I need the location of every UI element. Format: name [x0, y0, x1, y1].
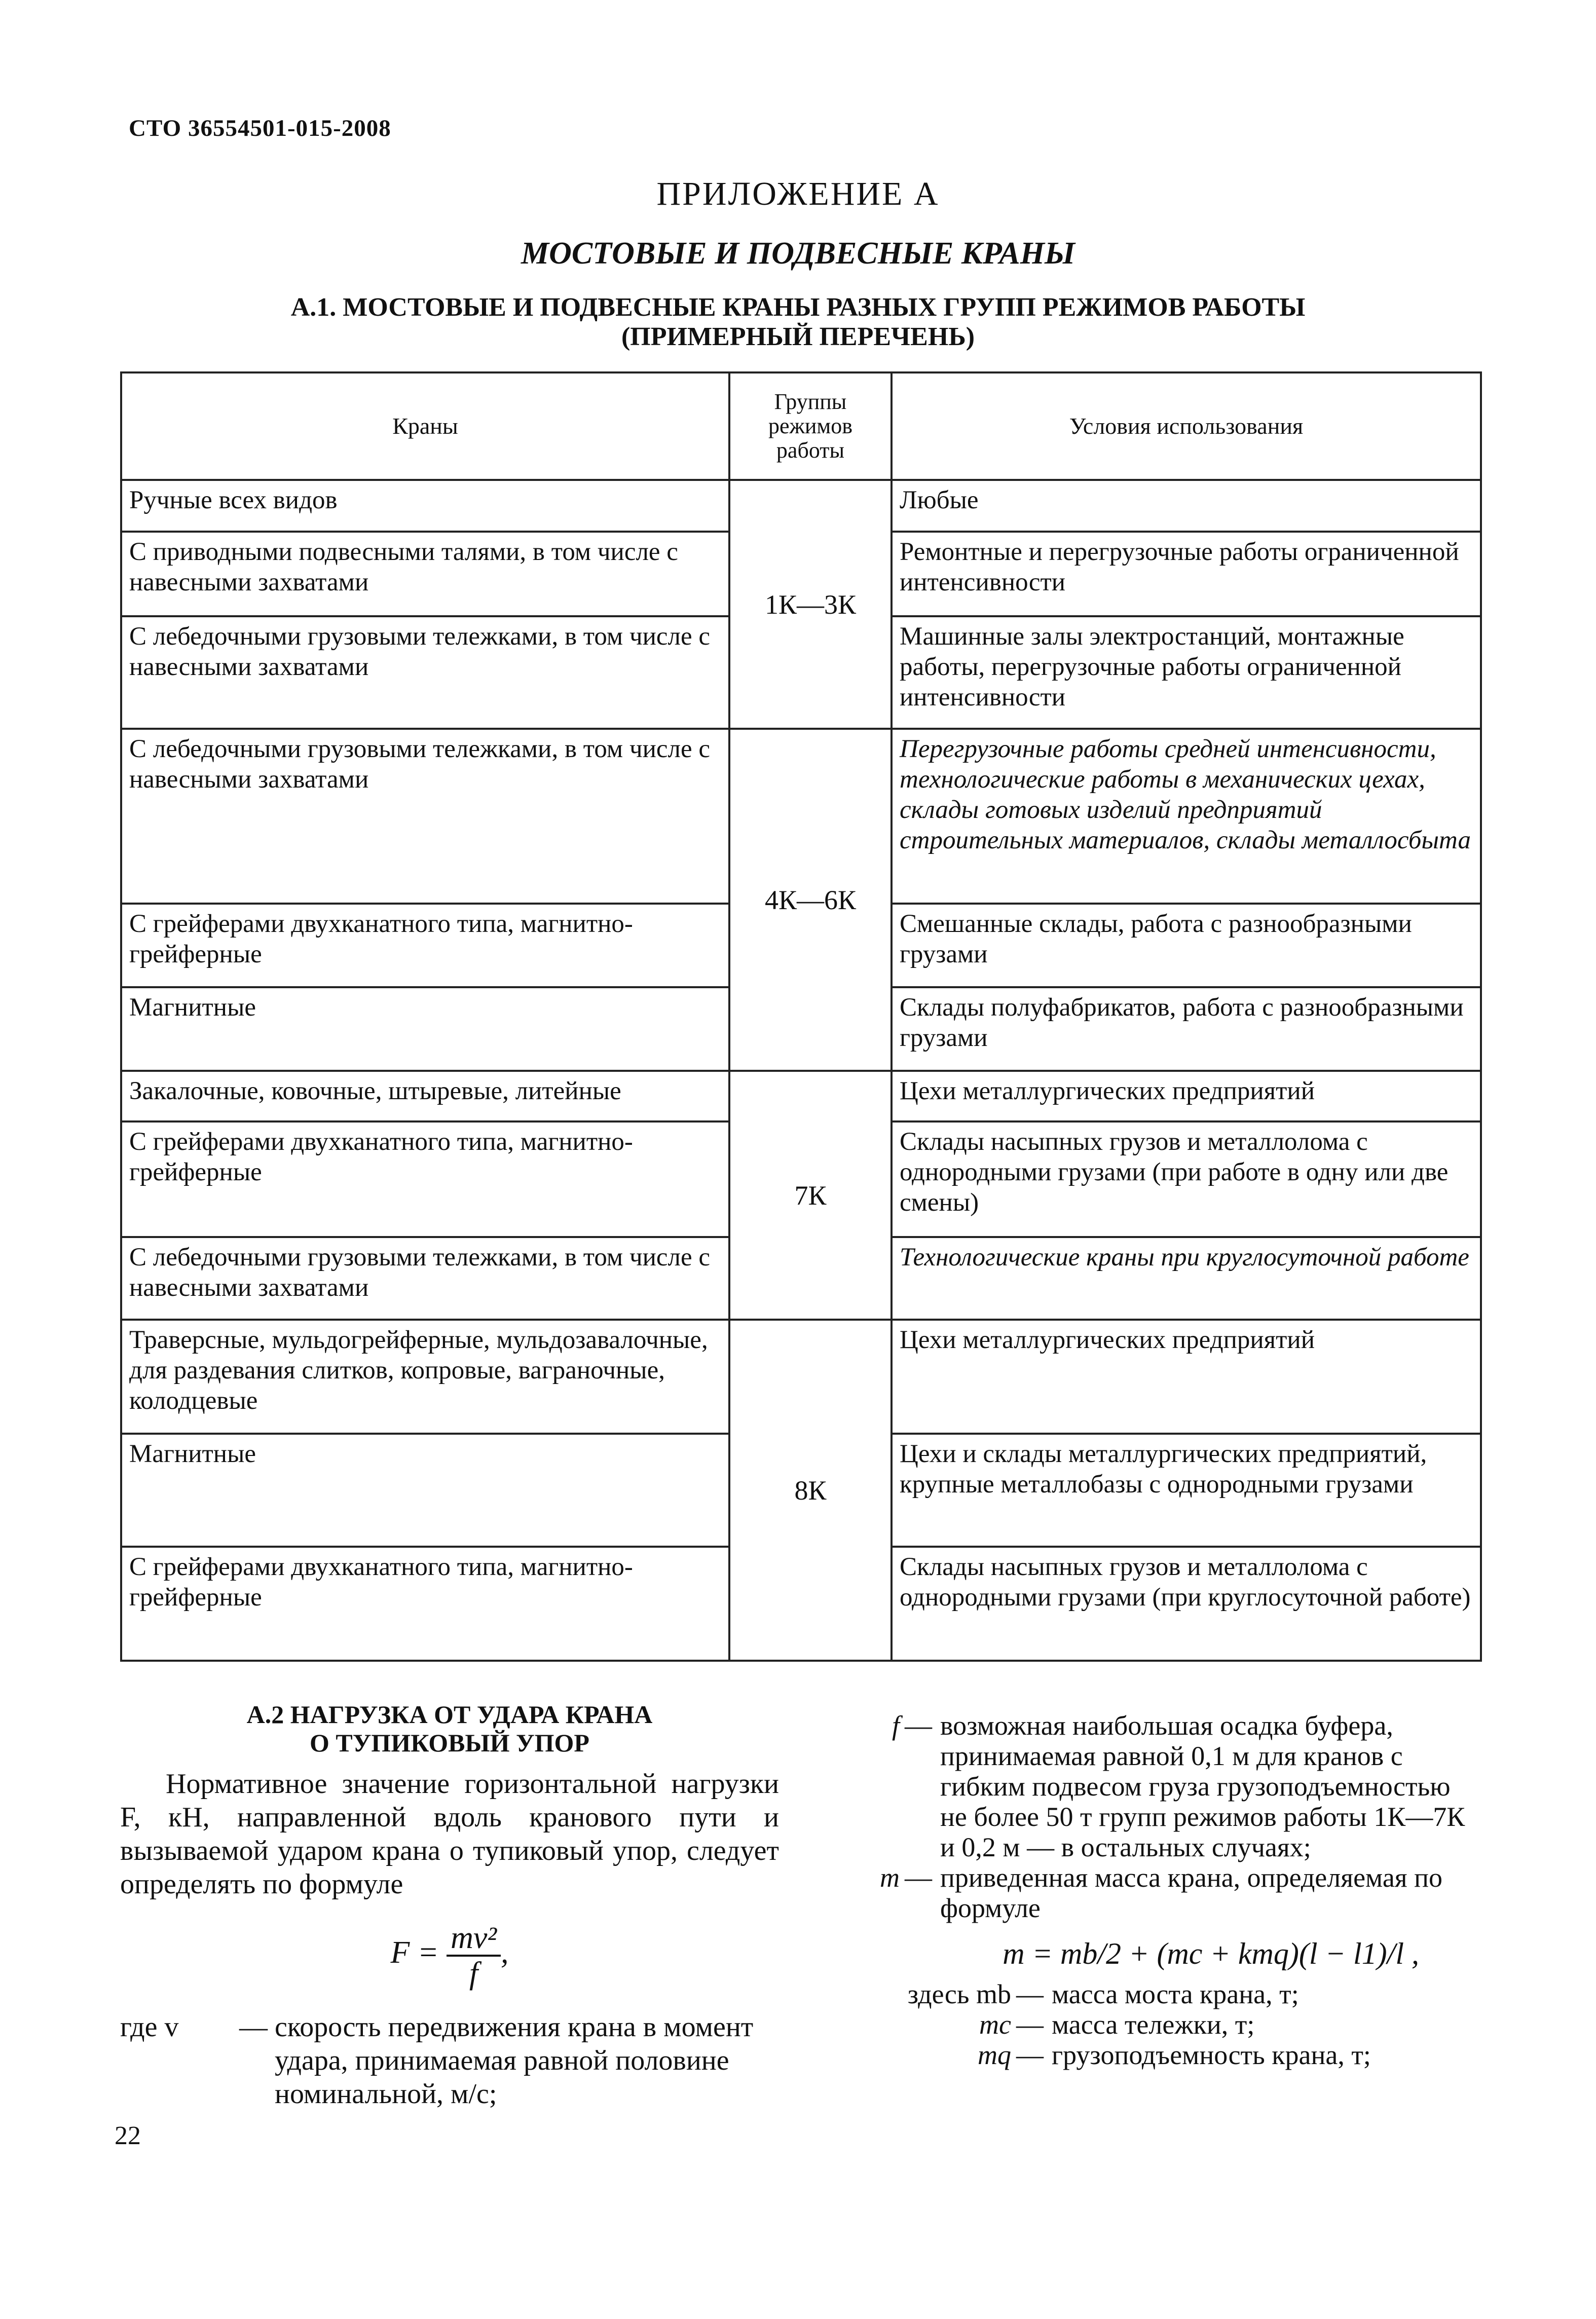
crane-cell: Закалочные, ковочные, штыревые, литейные — [121, 1071, 729, 1121]
section-a2-title-line-2: О ТУПИКОВЫЙ УПОР — [310, 1729, 589, 1757]
formula-fraction — [447, 1921, 501, 1990]
usage-cell: Цехи металлургических предприятий — [892, 1071, 1481, 1121]
crane-cell: С приводными подвесными талями, в том числе с навесными захватами — [121, 532, 729, 616]
definition-m-text: приведенная масса крана, определяемая по формуле — [940, 1862, 1443, 1923]
definition-mb-text: масса моста крана, т; — [1052, 1979, 1299, 2009]
formula-numerator: mv² — [447, 1921, 501, 1957]
document-code: СТО 36554501-015-2008 — [129, 115, 391, 141]
header-cranes: Краны — [121, 372, 729, 480]
crane-cell: С лебедочными грузовыми тележками, в том числе с навесными захватами — [121, 1237, 729, 1320]
section-a2-title — [120, 1700, 779, 1757]
crane-cell: Ручные всех видов — [121, 480, 729, 532]
definition-f: f — возможная наибольшая осадка буфера, принимаемая равной 0,1 м для кранов с гибким подвесом груза грузоподъемностью не более 50 т групп режимов работы 1К—7К и 0,2 м — в остальных случаях; — [844, 1710, 1480, 1862]
definition-mb: здесь mb — масса моста крана, т; — [844, 1979, 1480, 2009]
usage-cell: Склады полуфабрикатов, работа с разнообразными грузами — [892, 987, 1481, 1071]
definition-mc-text: масса тележки, т; — [1052, 2009, 1255, 2040]
header-groups: Группы режимов работы — [729, 372, 892, 480]
group-cell: 4К—6К — [729, 729, 892, 1071]
usage-cell: Цехи металлургических предприятий — [892, 1320, 1481, 1434]
definition-f-text: возможная наибольшая осадка буфера, принимаемая равной 0,1 м для кранов с гибким подвесом груза грузоподъемностью не более 50 т групп режимов работы 1К—7К и 0,2 м — в остальных случаях; — [940, 1710, 1465, 1862]
crane-modes-table — [120, 371, 1482, 1662]
definition-mc: mc — масса тележки, т; — [844, 2009, 1480, 2040]
section-a2-title-line-1: А.2 НАГРУЗКА ОТ УДАРА КРАНА — [246, 1700, 653, 1729]
definition-f-symbol: f — [892, 1710, 900, 1741]
crane-cell: С грейферами двухканатного типа, магнитно-грейферные — [121, 904, 729, 987]
appendix-title: МОСТОВЫЕ И ПОДВЕСНЫЕ КРАНЫ — [521, 236, 1075, 271]
formula-tail: , — [501, 1935, 509, 1970]
page-number: 22 — [115, 2121, 141, 2150]
formula-denominator: f — [469, 1956, 478, 1991]
impact-formula — [120, 1921, 779, 1990]
definition-m: m — приведенная масса крана, определяемая по формуле — [844, 1862, 1480, 1923]
crane-cell: Магнитные — [121, 1434, 729, 1547]
usage-cell: Перегрузочные работы средней интенсивности, технологические работы в механических цехах, склады готовых изделий предприятий строительных материалов, склады металлосбыта — [892, 729, 1481, 904]
usage-cell: Любые — [892, 480, 1481, 532]
group-cell: 8К — [729, 1320, 892, 1661]
group-cell: 7К — [729, 1071, 892, 1320]
usage-cell: Ремонтные и перегрузочные работы ограниченной интенсивности — [892, 532, 1481, 616]
definition-mc-symbol: mc — [979, 2009, 1011, 2040]
definition-m-symbol: m — [880, 1862, 900, 1893]
crane-cell: С лебедочными грузовыми тележками, в том числе с навесными захватами — [121, 729, 729, 904]
crane-cell: С лебедочными грузовыми тележками, в том числе с навесными захватами — [121, 616, 729, 729]
section-title-line-2: (ПРИМЕРНЫЙ ПЕРЕЧЕНЬ) — [621, 322, 975, 351]
definition-mq-text: грузоподъемность крана, т; — [1052, 2040, 1371, 2070]
usage-cell: Склады насыпных грузов и металлолома с однородными грузами (при работе в одну или две смены) — [892, 1121, 1481, 1237]
definition-mq: mq — грузоподъемность крана, т; — [844, 2040, 1480, 2070]
appendix-label: ПРИЛОЖЕНИЕ А — [656, 175, 940, 212]
definition-v: где v — скорость передвижения крана в момент удара, принимаемая равной половине номинальной, м/с; — [120, 2010, 779, 2111]
definition-mb-symbol: здесь mb — [907, 1979, 1011, 2009]
table-row — [121, 480, 1481, 532]
usage-cell: Склады насыпных грузов и металлолома с однородными грузами (при круглосуточной работе) — [892, 1547, 1481, 1661]
definition-v-text: скорость передвижения крана в момент удара, принимаемая равной половине номинальной, м/с; — [275, 2011, 754, 2110]
section-a2 — [120, 1700, 779, 2111]
header-usage: Условия использования — [892, 372, 1481, 480]
definition-mq-symbol: mq — [978, 2040, 1011, 2070]
mass-formula: m = mb/2 + (mc + kmq)(l − l1)/l , — [1003, 1937, 1419, 1970]
crane-cell: Магнитные — [121, 987, 729, 1071]
table-row — [121, 729, 1481, 904]
section-title-line-1: А.1. МОСТОВЫЕ И ПОДВЕСНЫЕ КРАНЫ РАЗНЫХ ГРУПП РЕЖИМОВ РАБОТЫ — [290, 293, 1306, 322]
table-row — [121, 1320, 1481, 1434]
definition-v-symbol: где v — [120, 2011, 179, 2043]
usage-cell: Машинные залы электростанций, монтажные работы, перегрузочные работы ограниченной интенсивности — [892, 616, 1481, 729]
crane-cell: С грейферами двухканатного типа, магнитно-грейферные — [121, 1121, 729, 1237]
right-column — [844, 1710, 1480, 2070]
usage-cell: Смешанные склады, работа с разнообразными грузами — [892, 904, 1481, 987]
section-title — [0, 293, 1596, 352]
table-header-row — [121, 372, 1481, 480]
group-cell: 1К—3К — [729, 480, 892, 729]
crane-cell: С грейферами двухканатного типа, магнитно-грейферные — [121, 1547, 729, 1661]
usage-cell: Цехи и склады металлургических предприятий, крупные металлобазы с однородными грузами — [892, 1434, 1481, 1547]
section-a2-paragraph: Нормативное значение горизонтальной нагрузки F, кН, направленной вдоль кранового пути и вызываемой ударом крана о тупиковый упор, следует определять по формуле — [120, 1768, 779, 1900]
crane-cell: Траверсные, мульдогрейферные, мульдозавалочные, для раздевания слитков, копровые, ваграночные, колодцевые — [121, 1320, 729, 1434]
table-row — [121, 1071, 1481, 1121]
usage-cell: Технологические краны при круглосуточной работе — [892, 1237, 1481, 1320]
formula-lhs: F = — [390, 1935, 439, 1970]
